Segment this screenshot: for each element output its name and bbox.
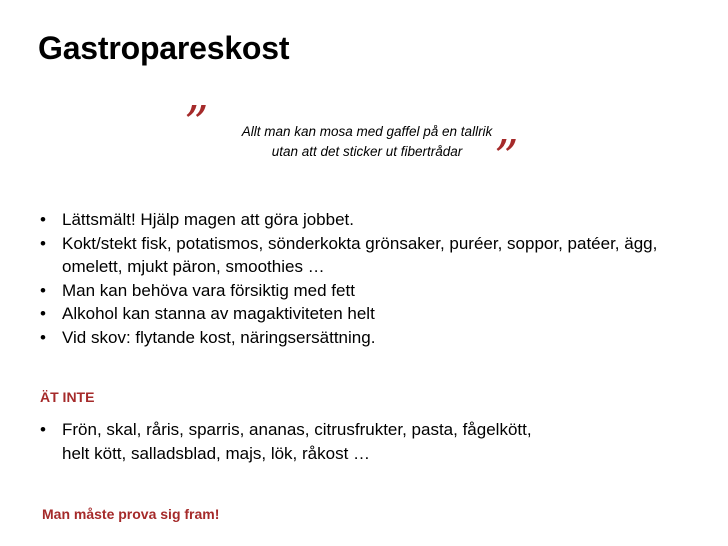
list-item [38, 208, 678, 232]
open-quote-mark: ” [184, 96, 209, 152]
footer-note: Man måste prova sig fram! [42, 506, 220, 522]
quote-text [204, 122, 530, 162]
diet-bullet-list [38, 208, 678, 349]
bullet-icon: • [40, 280, 46, 300]
avoid-heading: ÄT INTE [40, 389, 95, 405]
list-item [38, 232, 678, 279]
bullet-icon: • [40, 420, 46, 439]
list-item [38, 279, 678, 303]
list-item-text: Lättsmält! Hjälp magen att göra jobbet. [62, 210, 354, 229]
avoid-bullet-list [38, 418, 558, 465]
bullet-icon: • [40, 210, 46, 229]
list-item-text: Kokt/stekt fisk, potatismos, sönderkokta grönsaker, puréer, soppor, patéer, ägg, omelett, mjukt päron, smoothies … [62, 233, 658, 276]
list-item-text: Alkohol kan stanna av magaktiviteten helt [62, 304, 375, 323]
list-item [38, 302, 678, 326]
quote-line-1: Allt man kan mosa med gaffel på en tallrik [241, 124, 493, 139]
slide-title: Gastropareskost [38, 30, 290, 66]
list-item [38, 326, 678, 350]
list-item-text: Vid skov: flytande kost, näringsersättning. [62, 327, 376, 347]
list-item [38, 418, 558, 465]
quote-line-2: utan att det sticker ut fibertrådar [271, 144, 463, 159]
list-item-text: Man kan behöva vara försiktig med fett [62, 280, 355, 300]
bullet-icon: • [40, 304, 46, 323]
bullet-icon: • [40, 233, 46, 253]
close-quote-mark: ” [494, 130, 519, 186]
bullet-icon: • [40, 327, 46, 347]
list-item-text: Frön, skal, råris, sparris, ananas, citrusfrukter, pasta, fågelkött, helt kött, salladsblad, majs, lök, råkost … [62, 420, 532, 463]
